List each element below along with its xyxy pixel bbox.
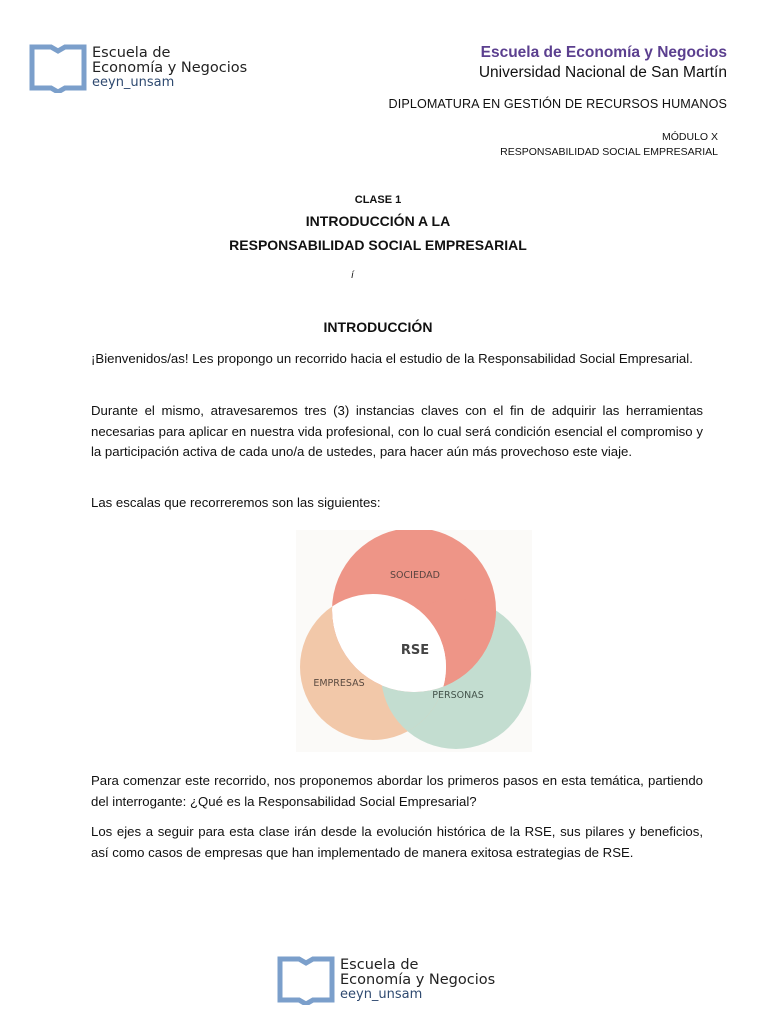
module-number: MÓDULO X [661, 131, 718, 143]
header-logo-text [92, 46, 247, 89]
school-name: Escuela de Economía y Negocios [480, 44, 727, 61]
paragraph-welcome: ¡Bienvenidos/as! Les propongo un recorrido hacia el estudio de la Responsabilidad Social Empresarial. [91, 351, 693, 366]
footer-logo-text [340, 958, 495, 1001]
footer-book-logo-icon [277, 955, 335, 1005]
paragraph-start: Para comenzar este recorrido, nos proponemos abordar los primeros pasos en esta temática, partiendo del interrogante: ¿Qué es la Responsabilidad Social Empresarial? [91, 773, 703, 809]
module-name: RESPONSABILIDAD SOCIAL EMPRESARIAL [500, 146, 718, 158]
logo-line-1: Escuela de [92, 45, 171, 61]
stray-mark: í [351, 270, 354, 281]
logo-handle: eeyn_unsam [92, 75, 175, 90]
paragraph-axes: Los ejes a seguir para esta clase irán desde la evolución histórica de la RSE, sus pilares y beneficios, así como casos de empresas que han implementado de manera exitosa estrategias de RSE. [91, 824, 703, 860]
book-logo-icon [29, 43, 87, 93]
class-title-line-2: RESPONSABILIDAD SOCIAL EMPRESARIAL [229, 237, 527, 253]
rse-venn-diagram [296, 530, 532, 752]
paragraph-scales: Las escalas que recorreremos son las siguientes: [91, 495, 381, 510]
logo-line-2: Economía y Negocios [92, 60, 248, 76]
empresas-label: EMPRESAS [313, 678, 365, 689]
university-name: Universidad Nacional de San Martín [478, 64, 727, 81]
class-number: CLASE 1 [354, 194, 402, 206]
footer-logo-line-2: Economía y Negocios [340, 972, 496, 988]
footer-logo-handle: eeyn_unsam [340, 987, 423, 1002]
personas-label: PERSONAS [432, 690, 484, 701]
sociedad-label: SOCIEDAD [390, 570, 440, 581]
footer-logo-line-1: Escuela de [340, 957, 419, 973]
intro-heading: INTRODUCCIÓN [323, 319, 433, 335]
paragraph-instances: Durante el mismo, atravesaremos tres (3) instancias claves con el fin de adquirir las herramientas necesarias para aplicar en nuestra vida profesional, con lo cual será condición esencial el compromiso y la participación activa de cada uno/a de ustedes, para hacer aún más provechoso este viaje. [91, 403, 703, 460]
program-name: DIPLOMATURA EN GESTIÓN DE RECURSOS HUMANOS [388, 97, 727, 111]
rse-label: RSE [400, 643, 430, 658]
class-title-line-1: INTRODUCCIÓN A LA [305, 213, 451, 229]
